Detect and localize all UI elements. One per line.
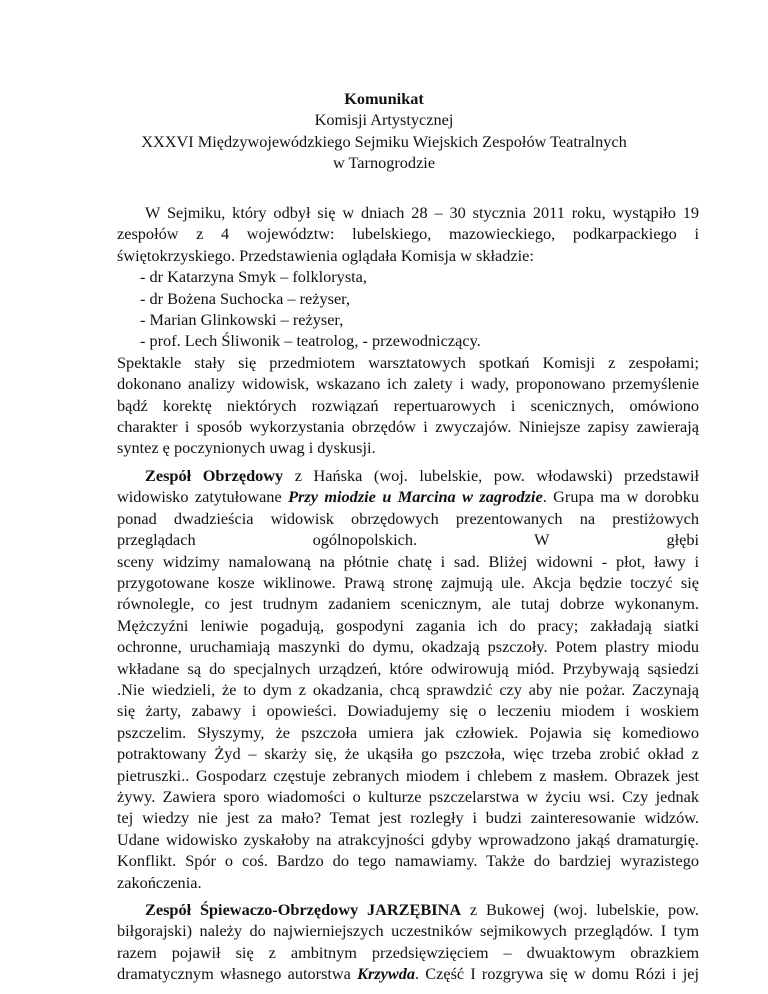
summary-line: bądź korektę niektórych rozwiązań repertuarowych i scenicznych, omówiono [117, 395, 699, 415]
committee-member: - prof. Lech Śliwonik – teatrolog, - przewodniczący. [140, 331, 481, 351]
group2-line: dramatycznym własnego autorstwa Krzywda. Część I rozgrywa się w domu Rózi i jej [117, 964, 699, 984]
committee-member: - dr Bożena Suchocka – reżyser, [140, 288, 351, 308]
group1-line: Udane widowisko zyskałoby na atrakcyjności gdyby wprowadzono jakąś dramaturgię. [117, 829, 699, 849]
summary-line: Spektakle stały się przedmiotem warsztatowych spotkań Komisji z zespołami; [117, 352, 699, 372]
group1-line: żywy. Zawiera sporo wiadomości o kulturze pszczelarstwa w życiu wsi. Czy jednak [117, 786, 699, 806]
group1-line: przygotowane kosze wiklinowe. Prawą stronę zajmują ule. Akcja będzie toczyć się [117, 572, 699, 592]
group1-line: Zespół Obrzędowy z Hańska (woj. lubelskie, pow. włodawski) przedstawił [145, 465, 699, 485]
header-event: XXXVI Międzywojewódzkiego Sejmiku Wiejskich Zespołów Teatralnych [141, 131, 627, 151]
group1-line: wkładane są do specjalnych urządzeń, które odwirowują miód. Przybywają sąsiedzi [117, 658, 699, 678]
group1-line: ponad dwadzieścia widowisk obrzędowych prezentowanych na prestiżowych [117, 508, 699, 528]
intro-line: zespołów z 4 województw: lubelskiego, mazowieckiego, podkarpackiego i [117, 224, 699, 244]
group2-line: Zespół Śpiewaczo-Obrzędowy JARZĘBINA z Bukowej (woj. lubelskie, pow. [145, 900, 700, 919]
summary-line: charakter i sposób wykorzystania obrzędów i zwyczajów. Niniejsze zapisy zawierają [117, 417, 699, 437]
group2-line: biłgorajski) należy do najwierniejszych uczestników sejmikowych przeglądów. I tym [117, 921, 699, 941]
group2-show-title: Krzywda [357, 964, 415, 984]
summary-line: syntez ę poczynionych uwag i dyskusji. [117, 438, 376, 458]
group1-line: Konflikt. Spór o coś. Bardzo do tego namawiamy. Także do bardziej wyrazistego [117, 851, 699, 871]
group1-line: przeglądach ogólnopolskich. W głębi [117, 530, 699, 550]
group1-line: pszczelim. Słyszymy, że pszczoła umiera jak człowiek. Pojawia się komediowo [117, 722, 699, 742]
header-committee: Komisji Artystycznej [314, 110, 454, 130]
group1-line: Mężczyźni leniwie pogadują, gospodyni zagania ich do pracy; zakładają siatki [117, 615, 699, 635]
committee-member: - Marian Glinkowski – reżyser, [140, 310, 344, 330]
group1-line: .Nie wiedzieli, że to dym z okadzania, chcą sprawdzić czy aby nie pożar. Zaczynają [117, 679, 699, 699]
group1-show-title: Przy miodzie u Marcina w zagrodzie [288, 487, 543, 507]
group1-line: równolegle, co jest trudnym zadaniem scenicznym, ale tutaj dobrze wykonanym. [117, 594, 699, 614]
intro-line: świętokrzyskiego. Przedstawienia oglądała Komisja w składzie: [117, 245, 534, 265]
intro-line: W Sejmiku, który odbył się w dniach 28 – 30 stycznia 2011 roku, wystąpiło 19 [145, 203, 699, 222]
document-header [0, 88, 768, 174]
group1-line: tej wiedzy nie jest za mało? Temat jest rozległy i budzi zainteresowanie widzów. [117, 808, 699, 828]
document-body [117, 202, 699, 985]
group2-name: Zespół Śpiewaczo-Obrzędowy JARZĘBINA [145, 900, 462, 919]
group1-line: zakończenia. [117, 872, 202, 892]
group1-line: sceny widzimy namalowaną na płótnie chatę i sad. Bliżej widowni - płot, ławy i [117, 551, 699, 571]
group1-line: potraktowany Żyd – skarży się, że ukąsiła go pszczoła, więc trzeba zrobić okład z [117, 744, 699, 764]
group1-name: Zespół Obrzędowy [145, 465, 284, 485]
header-location: w Tarnogrodzie [332, 153, 436, 173]
group1-line: widowisko zatytułowane Przy miodzie u Marcina w zagrodzie. Grupa ma w dorobku [117, 487, 700, 507]
group1-line: pietruszki.. Gospodarz częstuje zebranych miodem i chlebem z masłem. Obrazek jest [117, 765, 699, 785]
group1-line: ochronne, uruchamiają maszynki do dymu, okadzają pszczoły. Potem plastry miodu [117, 637, 699, 657]
group2-line: razem pojawił się z ambitnym przedsięwzięciem – dwuaktowym obrazkiem [117, 942, 699, 962]
summary-line: dokonano analizy widowisk, wskazano ich zalety i wady, proponowano przemyślenie [117, 374, 699, 394]
committee-member: - dr Katarzyna Smyk – folklorysta, [140, 267, 367, 287]
group1-line: się żarty, zabawy i opowieści. Dowiadujemy się o leczeniu miodem i woskiem [117, 701, 699, 721]
document-title: Komunikat [344, 89, 424, 108]
